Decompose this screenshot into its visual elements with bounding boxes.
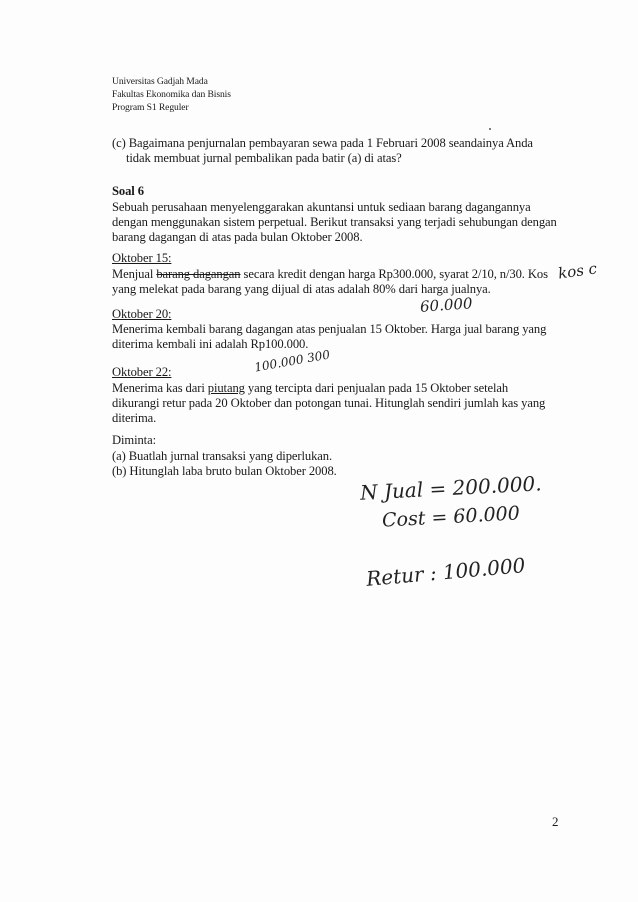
handwritten-net-sales: N Jual = 200.000. bbox=[359, 471, 543, 505]
oct20-line1: Menerima kembali barang dagangan atas penjualan 15 Oktober. Harga jual barang yang bbox=[112, 322, 547, 336]
oct15-line1-c: secara kredit dengan harga Rp300.000, syarat 2/10, n/30. Kos bbox=[240, 267, 548, 281]
header-faculty: Fakultas Ekonomika dan Bisnis bbox=[112, 89, 231, 100]
oct22-line1 bbox=[112, 381, 508, 396]
soal6-intro-line2: dengan menggunakan sistem perpetual. Berikut transaksi yang terjadi sehubungan dengan bbox=[112, 215, 557, 229]
oct15-line1-a: Menjual bbox=[112, 267, 157, 281]
oct20-heading: Oktober 20: bbox=[112, 307, 172, 321]
oct22-line3: diterima. bbox=[112, 411, 157, 425]
task-b: (b) Hitunglah laba bruto bulan Oktober 2008. bbox=[112, 464, 337, 478]
oct22-heading: Oktober 22: bbox=[112, 365, 172, 379]
handwritten-oct22-note: 100.000 300 bbox=[253, 347, 331, 375]
handwritten-retur: Retur : 100.000 bbox=[365, 553, 527, 591]
handwritten-oct15-note: 60.000 bbox=[419, 294, 474, 316]
scan-speck bbox=[489, 128, 491, 130]
question-c-line1: (c) Bagaimana penjurnalan pembayaran sewa pada 1 Februari 2008 seandainya Anda bbox=[112, 136, 533, 150]
question-c-line2: tidak membuat jurnal pembalikan pada batir (a) di atas? bbox=[126, 151, 402, 165]
soal6-title: Soal 6 bbox=[112, 184, 144, 198]
soal6-intro-line3: barang dagangan di atas pada bulan Oktober 2008. bbox=[112, 230, 363, 244]
diminta-label: Diminta: bbox=[112, 433, 156, 447]
oct20-line2: diterima kembali ini adalah Rp100.000. bbox=[112, 337, 309, 351]
task-a: (a) Buatlah jurnal transaksi yang diperlukan. bbox=[112, 449, 333, 463]
oct22-line1-underlined: piutang bbox=[207, 381, 245, 395]
oct15-line1-underlined: barang dagangan bbox=[156, 267, 241, 281]
oct15-line1 bbox=[112, 267, 548, 282]
oct22-line2: dikurangi retur pada 20 Oktober dan potongan tunai. Hitunglah sendiri jumlah kas yang bbox=[112, 396, 546, 410]
oct15-line2: yang melekat pada barang yang dijual di atas adalah 80% dari harga jualnya. bbox=[112, 282, 491, 296]
soal6-intro-line1: Sebuah perusahaan menyelenggarakan akuntansi untuk sediaan barang dagangannya bbox=[112, 200, 531, 214]
header-university: Universitas Gadjah Mada bbox=[112, 76, 208, 87]
oct15-heading: Oktober 15: bbox=[112, 251, 172, 265]
handwritten-kos-note: kos c bbox=[556, 259, 599, 283]
header-program: Program S1 Reguler bbox=[112, 102, 189, 113]
oct22-line1-a: Menerima kas dari bbox=[112, 381, 208, 395]
oct22-line1-c: yang tercipta dari penjualan pada 15 Oktober setelah bbox=[244, 381, 509, 395]
page-number: 2 bbox=[552, 814, 559, 829]
handwritten-cost: Cost = 60.000 bbox=[381, 502, 521, 532]
